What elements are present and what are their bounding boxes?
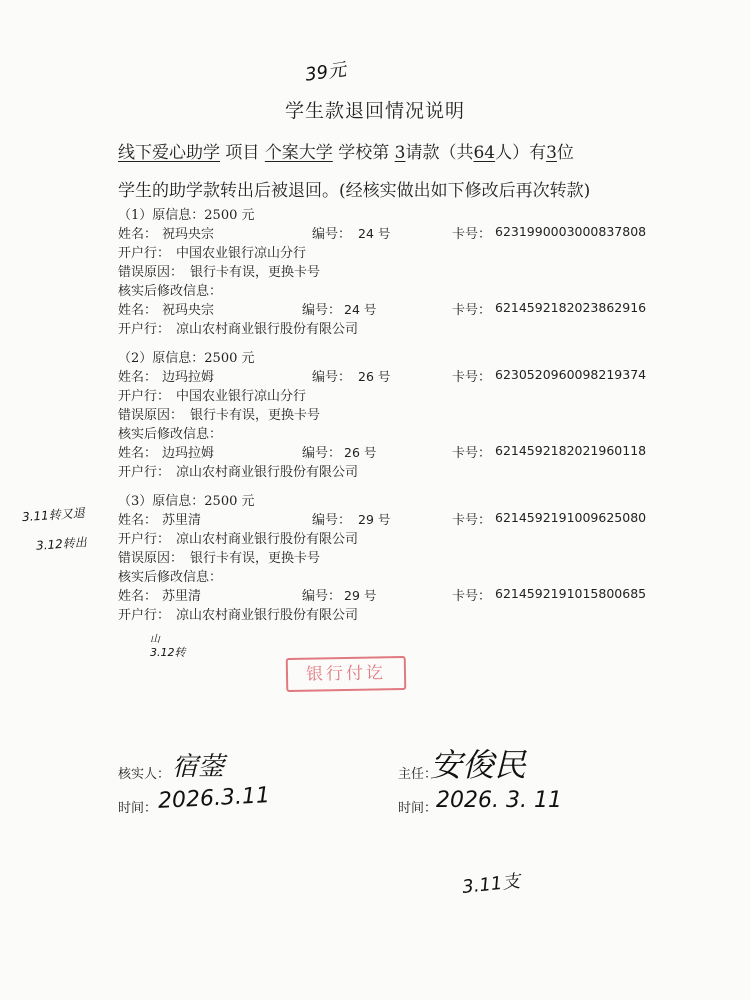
- new-name: 祝玛央宗: [162, 303, 215, 318]
- new-number: 24 号: [344, 302, 377, 317]
- reason-label: 错误原因：: [118, 265, 184, 280]
- original-number: 29 号: [358, 512, 391, 527]
- card-label: 卡号：: [452, 370, 492, 385]
- new-card: 6214592191015800685: [495, 586, 647, 601]
- director-label: 主任：: [398, 767, 438, 782]
- new-card: 6214592182021960118: [495, 443, 647, 458]
- card-label: 卡号：: [452, 513, 492, 528]
- number-label: 编号：: [312, 513, 352, 528]
- original-card: 6230520960098219374: [495, 367, 647, 382]
- name-label: 姓名：: [118, 513, 158, 528]
- new-bank: 凉山农村商业银行股份有限公司: [176, 465, 359, 480]
- intro-line-2: 学生的助学款转出后被退回。(经核实做出如下修改后再次转款): [118, 181, 591, 201]
- margin-note-1: 3.11转又退: [21, 505, 86, 525]
- people-count: 64: [473, 143, 496, 163]
- new-number: 29 号: [344, 588, 377, 603]
- intro-text: 请款（共: [405, 143, 474, 163]
- original-number: 26 号: [358, 369, 391, 384]
- new-name: 苏里清: [162, 589, 202, 604]
- bank-label: 开户行：: [118, 532, 171, 547]
- error-reason: 银行卡有误，更换卡号: [190, 265, 321, 280]
- verifier-date: 2026.3.11: [157, 783, 271, 814]
- verifier-label: 核实人：: [118, 767, 171, 782]
- number-label: 编号：: [312, 370, 352, 385]
- error-reason: 银行卡有误，更换卡号: [190, 551, 321, 566]
- reason-label: 错误原因：: [118, 551, 184, 566]
- reason-label: 错误原因：: [118, 408, 184, 423]
- original-card: 6214592191009625080: [495, 510, 647, 525]
- project-name: 线下爱心助学: [118, 143, 220, 163]
- bank-label: 开户行：: [118, 246, 171, 261]
- error-reason: 银行卡有误，更换卡号: [190, 408, 321, 423]
- card-label: 卡号：: [452, 446, 492, 461]
- verified-label: 核实后修改信息：: [118, 570, 223, 585]
- new-bank: 凉山农村商业银行股份有限公司: [176, 322, 359, 337]
- bank-label: 开户行：: [118, 389, 171, 404]
- page-number-note: 39元: [303, 59, 348, 86]
- original-name: 苏里清: [162, 513, 202, 528]
- intro-text: 学校第: [332, 143, 395, 163]
- verified-label: 核实后修改信息：: [118, 284, 223, 299]
- small-note-date: 3.12转: [150, 646, 186, 659]
- bank-label: 开户行：: [118, 465, 171, 480]
- new-card: 6214592182023862916: [495, 300, 647, 315]
- original-number: 24 号: [358, 226, 391, 241]
- record-header: （3）原信息：2500 元: [118, 494, 255, 509]
- original-bank: 中国农业银行凉山分行: [176, 246, 307, 261]
- number-label: 编号：: [312, 227, 352, 242]
- bottom-note: 3.11支: [461, 871, 522, 898]
- verifier-date-label: 时间：: [118, 801, 158, 816]
- small-note-top: 山: [150, 634, 160, 645]
- new-bank: 凉山农村商业银行股份有限公司: [176, 608, 359, 623]
- batch-number: 3: [394, 143, 406, 163]
- returned-count: 3: [546, 143, 557, 163]
- original-card: 6231990003000837808: [495, 224, 647, 239]
- card-label: 卡号：: [452, 227, 492, 242]
- intro-text: 项目: [220, 143, 265, 163]
- record-header: （1）原信息：2500 元: [118, 208, 255, 223]
- director-signature: 安俊民: [430, 746, 527, 784]
- name-label: 姓名：: [118, 446, 158, 461]
- original-bank: 凉山农村商业银行股份有限公司: [176, 532, 359, 547]
- card-label: 卡号：: [452, 303, 492, 318]
- intro-line-1: [118, 138, 574, 163]
- name-label: 姓名：: [118, 370, 158, 385]
- director-date-label: 时间：: [398, 801, 438, 816]
- school-name: 个案大学: [264, 143, 333, 163]
- bank-label: 开户行：: [118, 608, 171, 623]
- document-title: 学生款退回情况说明: [284, 100, 465, 122]
- verifier-signature: 宿蓥: [172, 752, 225, 782]
- number-label: 编号：: [302, 446, 342, 461]
- card-label: 卡号：: [452, 589, 492, 604]
- name-label: 姓名：: [118, 227, 158, 242]
- verified-label: 核实后修改信息：: [118, 427, 223, 442]
- bank-label: 开户行：: [118, 322, 171, 337]
- margin-note-2: 3.12转出: [35, 535, 88, 553]
- intro-text: 位: [556, 143, 574, 163]
- new-name: 边玛拉姆: [162, 446, 215, 461]
- new-number: 26 号: [344, 445, 377, 460]
- name-label: 姓名：: [118, 589, 158, 604]
- name-label: 姓名：: [118, 303, 158, 318]
- original-bank: 中国农业银行凉山分行: [176, 389, 307, 404]
- original-name: 祝玛央宗: [162, 227, 215, 242]
- number-label: 编号：: [302, 589, 342, 604]
- director-date: 2026. 3. 11: [436, 788, 562, 813]
- intro-text: 人）有: [495, 143, 547, 163]
- bank-paid-stamp: 银行付讫: [286, 656, 407, 692]
- original-name: 边玛拉姆: [162, 370, 215, 385]
- number-label: 编号：: [302, 303, 342, 318]
- record-header: （2）原信息：2500 元: [118, 351, 255, 366]
